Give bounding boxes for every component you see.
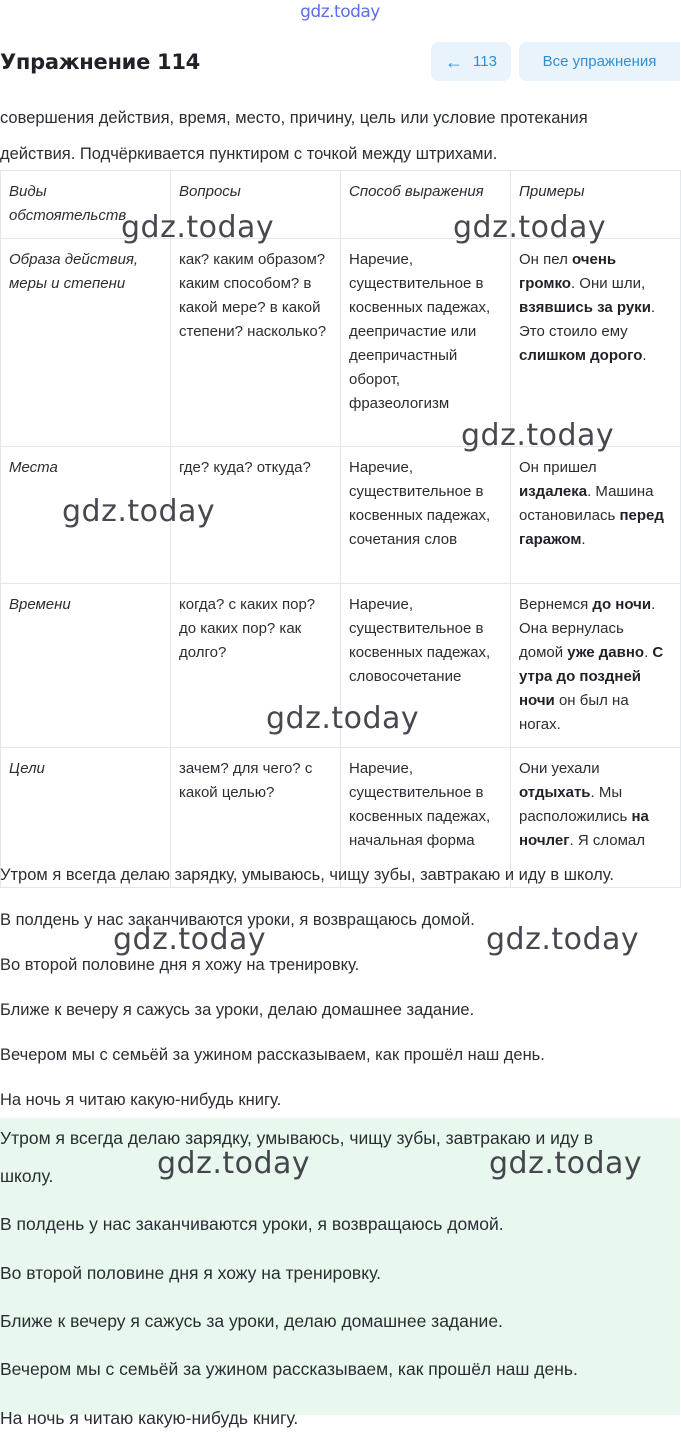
solution-line: На ночь я читаю какую-нибудь книгу. [0,1408,299,1428]
intro-text [0,100,680,172]
table-cell-means: Наречие, существительное в косвенных падежах, словосочетание [341,584,511,748]
table-row [1,447,681,584]
exercise-line: Ближе к вечеру я сажусь за уроки, делаю домашнее задание. [0,1001,475,1019]
exercise-line: Вечером мы с семьёй за ужином рассказываем, как прошёл наш день. [0,1046,545,1064]
intro-line: действия. Подчёркивается пунктиром с точкой между штрихами. [0,145,498,163]
solution-line: Вечером мы с семьёй за ужином рассказываем, как прошёл наш день. [0,1359,578,1379]
all-exercises-label: Все упражнения [542,53,657,70]
table-cell-kind: Образа действия, меры и степени [1,239,171,447]
watermark: gdz.today [113,922,267,957]
watermark: gdz.today [266,701,420,736]
solution-block [0,1118,680,1428]
watermark: gdz.today [461,418,615,453]
watermark: gdz.today [157,1146,311,1181]
table-cell-means: Наречие, существительное в косвенных падежах, сочетания слов [341,447,511,584]
watermark: gdz.today [453,210,607,245]
solution-line: В полдень у нас заканчиваются уроки, я возвращаюсь домой. [0,1214,504,1234]
site-logo[interactable]: gdz.today [300,2,380,22]
solution-line: Утром я всегда делаю зарядку, умываюсь, чищу зубы, завтракаю и иду в [0,1128,594,1148]
solution-line: Во второй половине дня я хожу на тренировку. [0,1263,381,1283]
watermark: gdz.today [62,494,216,529]
table-cell-questions: как? каким образом? каким способом? в какой мере? в какой степени? насколько? [171,239,341,447]
circumstances-table-container [0,170,680,857]
table-cell-examples: Вернемся до ночи. Она вернулась домой уже давно. С утра до поздней ночи он был на ногах. [511,584,681,748]
table-cell-examples: Он пришел издалека. Машина остановилась перед гаражом. [511,447,681,584]
table-cell-examples: Они уехали отдыхать. Мы расположились на ночлег. Я сломал [511,748,681,888]
table-cell-kind: Времени [1,584,171,748]
table-header-cell: Примеры [511,171,681,239]
exercise-line: Утром я всегда делаю зарядку, умываюсь, чищу зубы, завтракаю и иду в школу. [0,866,614,884]
arrow-left-icon: ← [445,51,464,72]
intro-line: совершения действия, время, место, причину, цель или условие протекания [0,109,588,127]
table-cell-kind: Цели [1,748,171,888]
exercise-header [0,42,680,82]
circumstances-table [0,170,681,888]
prev-exercise-button[interactable] [431,42,511,81]
table-row [1,239,681,447]
prev-exercise-label: 113 [473,53,497,70]
table-header-cell: Виды обстоятельств [1,171,171,239]
solution-line: Ближе к вечеру я сажусь за уроки, делаю домашнее задание. [0,1311,503,1331]
table-cell-kind: Места [1,447,171,584]
table-cell-means: Наречие, существительное в косвенных падежах, начальная форма [341,748,511,888]
watermark: gdz.today [121,210,275,245]
all-exercises-button[interactable] [519,42,680,81]
table-cell-examples: Он пел очень громко. Они шли, взявшись за руки. Это стоило ему слишком дорого. [511,239,681,447]
table-header-cell: Способ выражения [341,171,511,239]
table-cell-questions: где? куда? откуда? [171,447,341,584]
table-cell-questions: зачем? для чего? с какой целью? [171,748,341,888]
table-cell-means: Наречие, существительное в косвенных падежах, деепричастие или деепричастный оборот, фразеологизм [341,239,511,447]
exercise-line: В полдень у нас заканчиваются уроки, я возвращаюсь домой. [0,911,475,929]
watermark: gdz.today [486,922,640,957]
table-cell-questions: когда? с каких пор? до каких пор? как долго? [171,584,341,748]
table-header-row [1,171,681,239]
watermark: gdz.today [489,1146,643,1181]
table-header-cell: Вопросы [171,171,341,239]
page-title: Упражнение 114 [0,50,200,74]
table-row [1,584,681,748]
exercise-line: Во второй половине дня я хожу на тренировку. [0,956,360,974]
solution-line: школу. [0,1166,54,1186]
exercise-line: На ночь я читаю какую-нибудь книгу. [0,1091,282,1109]
